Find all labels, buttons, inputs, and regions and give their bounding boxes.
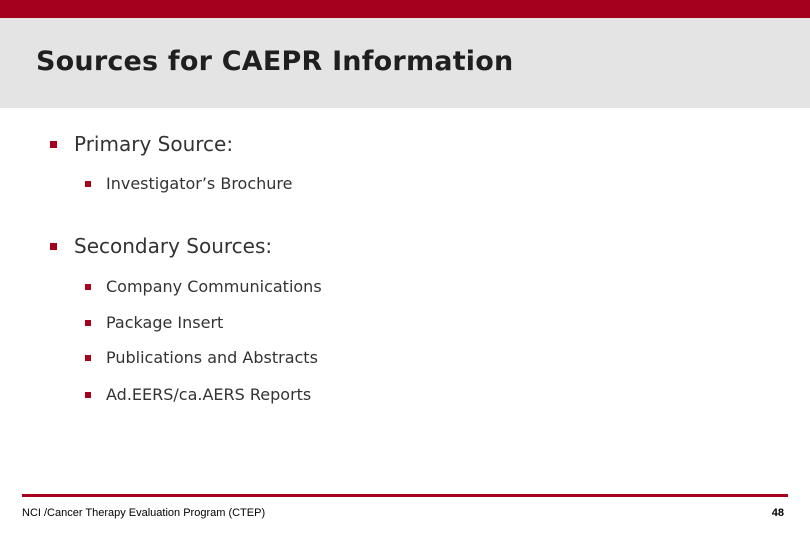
square-bullet-icon: [85, 392, 91, 398]
bullet-secondary-sources: [50, 234, 272, 258]
bullet-primary-source: [50, 132, 233, 156]
page-number: 48: [771, 507, 784, 519]
sub-bullet-investigators-brochure: [85, 174, 292, 193]
sub-bullet-label: Company Communications: [106, 277, 322, 296]
sub-bullet-publications-abstracts: [85, 348, 318, 367]
sub-bullet-company-communications: [85, 277, 322, 296]
square-bullet-icon: [85, 181, 91, 187]
sub-bullet-label: Publications and Abstracts: [106, 348, 318, 367]
footer-text: NCI /Cancer Therapy Evaluation Program (CTEP): [22, 507, 266, 519]
top-accent-bar: [0, 0, 810, 18]
square-bullet-icon: [85, 284, 91, 290]
footer-divider: [22, 494, 788, 497]
sub-bullet-label: Ad.EERS/ca.AERS Reports: [106, 385, 312, 404]
square-bullet-icon: [50, 243, 57, 250]
bullet-label: Primary Source:: [74, 132, 234, 156]
sub-bullet-label: Investigator’s Brochure: [106, 174, 293, 193]
square-bullet-icon: [85, 320, 91, 326]
bullet-label: Secondary Sources:: [74, 234, 273, 258]
sub-bullet-label: Package Insert: [106, 313, 224, 332]
slide-title: Sources for CAEPR Information: [36, 46, 514, 77]
sub-bullet-adeers-caaers-reports: [85, 385, 311, 404]
sub-bullet-package-insert: [85, 313, 223, 332]
square-bullet-icon: [85, 355, 91, 361]
square-bullet-icon: [50, 141, 57, 148]
